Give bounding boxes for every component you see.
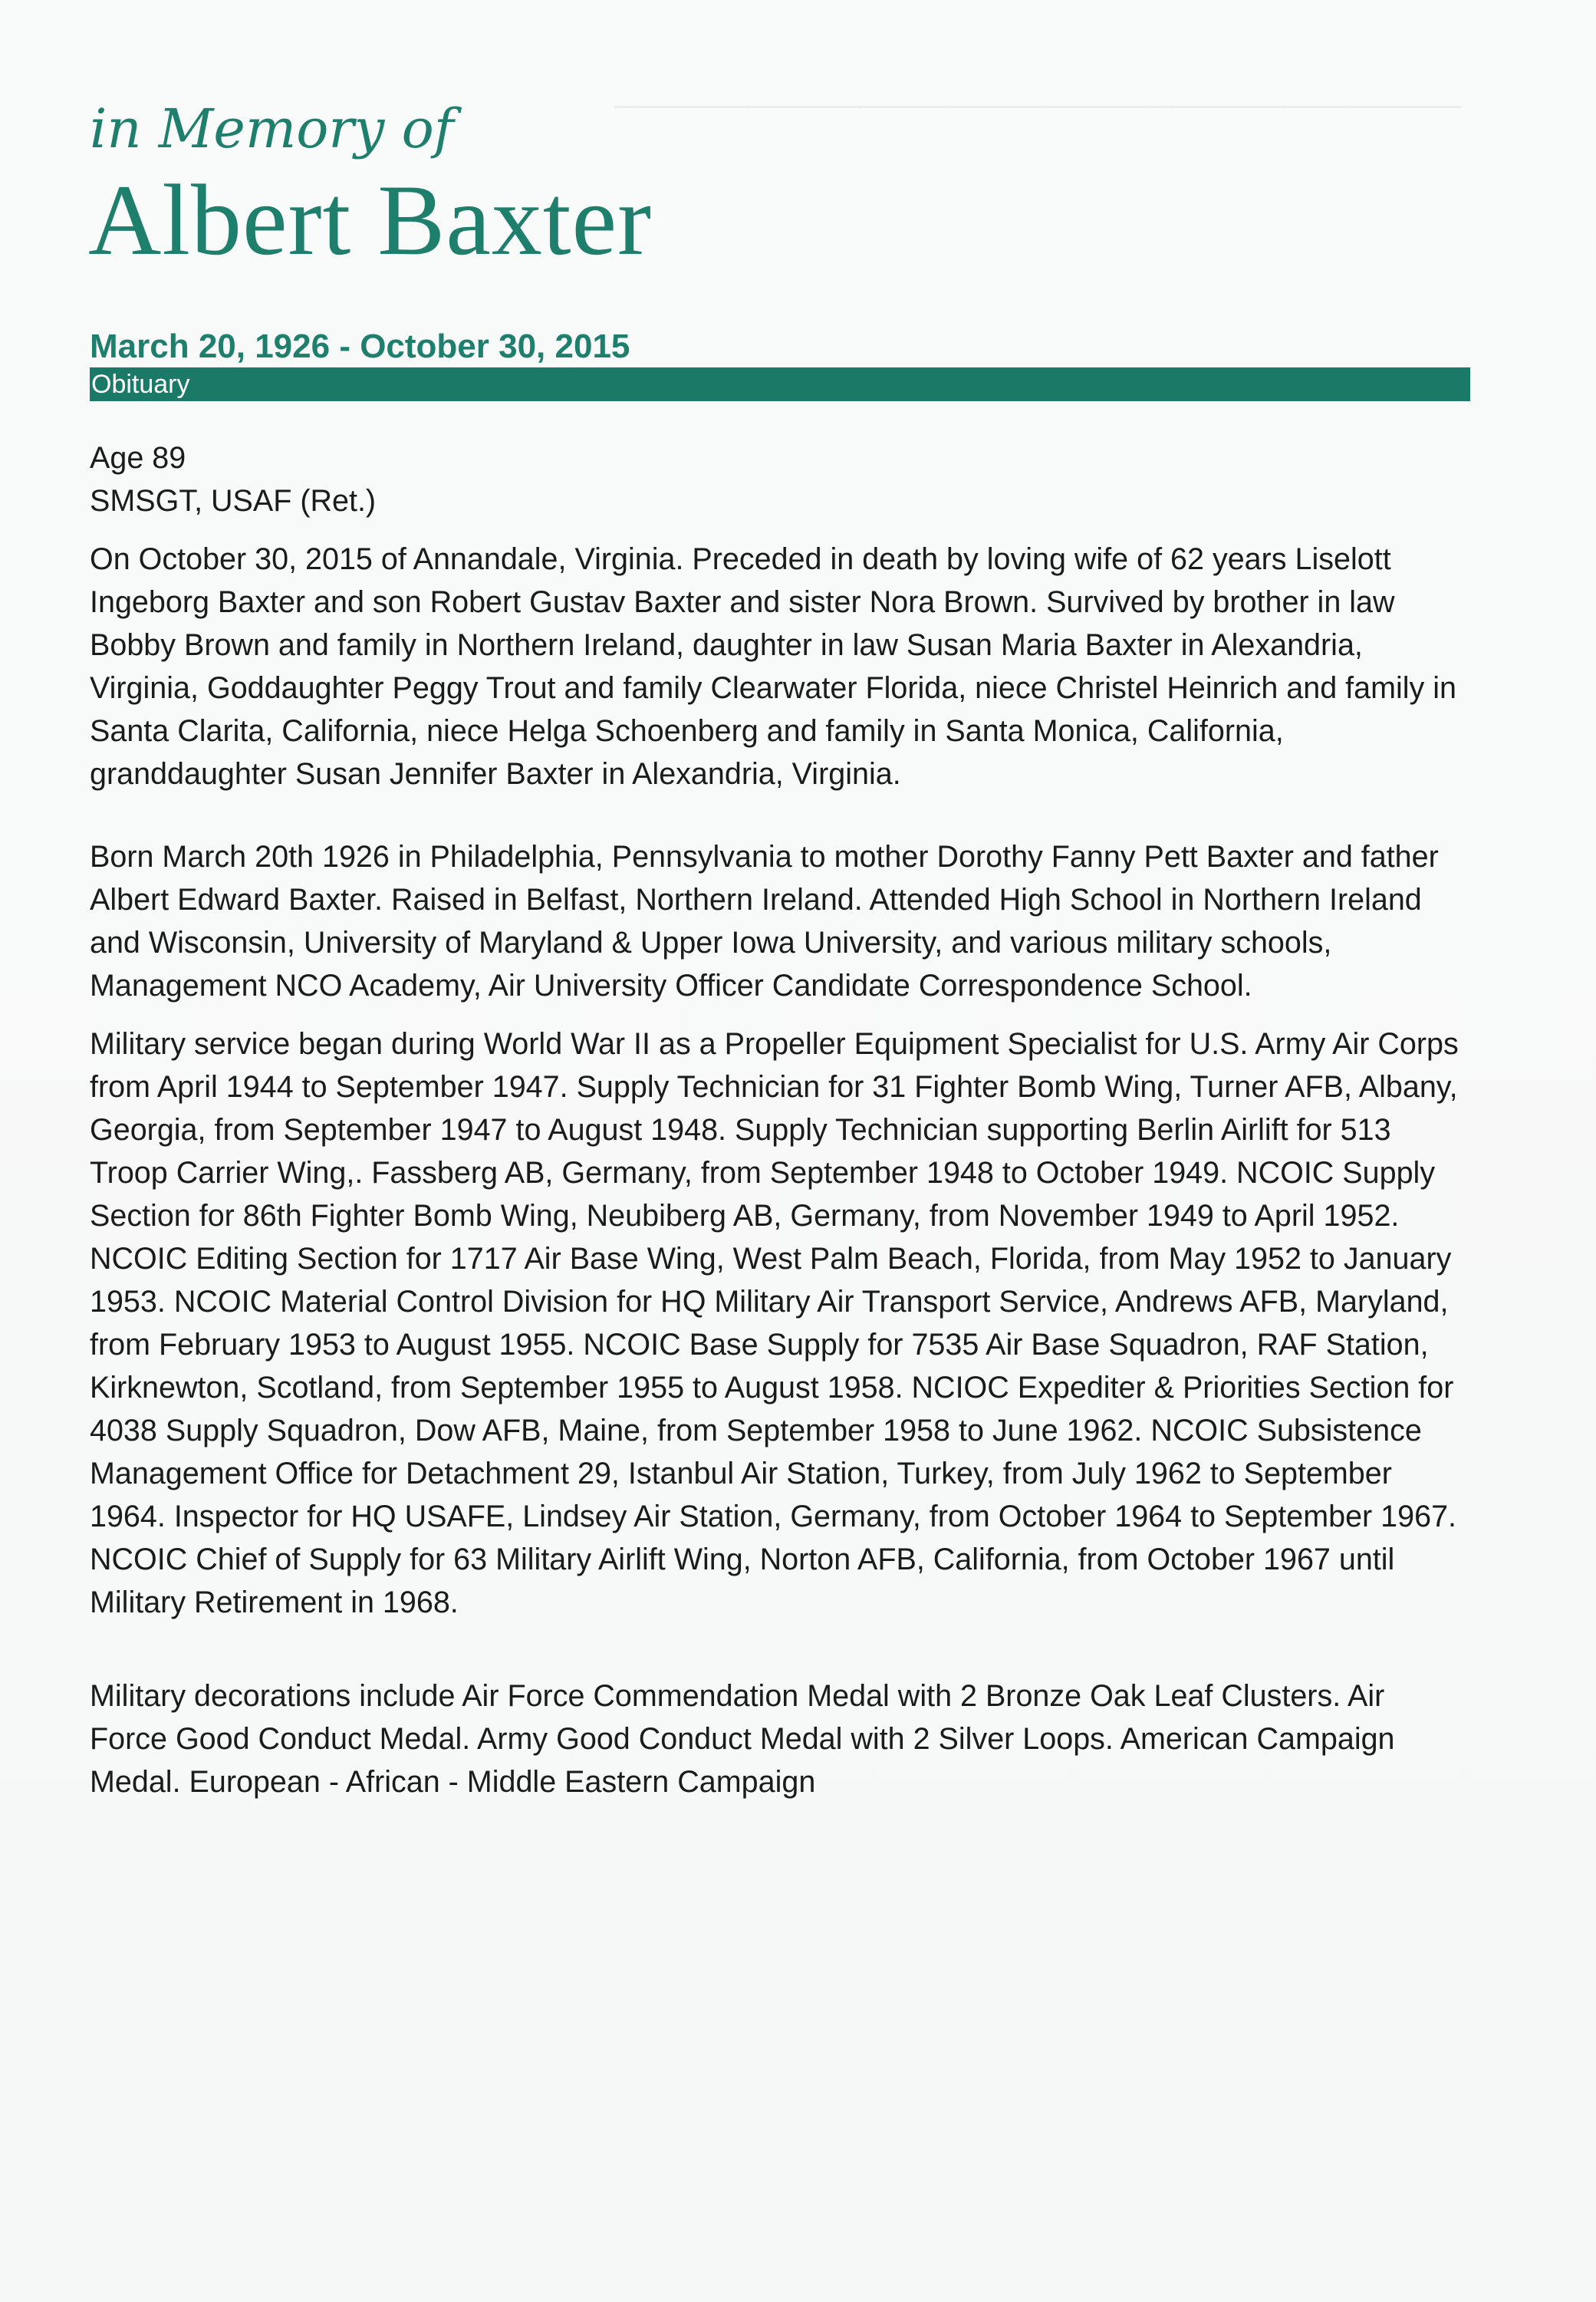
section-label: Obituary <box>91 370 190 399</box>
age-line: Age 89 <box>90 441 186 475</box>
rank-line: SMSGT, USAF (Ret.) <box>90 484 377 518</box>
show-through-bleed: ────────────────────────────────────── <box>614 88 1461 123</box>
life-dates: March 20, 1926 - October 30, 2015 <box>90 328 630 365</box>
deceased-name: Albert Baxter <box>88 163 653 276</box>
paragraph-military-service: Military service began during World War II as a Propeller Equipment Specialist for U.S. Army Air Corps from April 1944 to September 1947. Supply Technician for 31 Fighter Bomb Wing, Turner AFB, Albany, Georgia, from September 1947 to August 1948. Supply Technician supporting Berlin Airlift for 513 Troop Carrier Wing,. Fassberg AB, Germany, from September 1948 to October 1949. NCOIC Supply Section for 86th Fighter Bomb Wing, Neubiberg AB, Germany, from November 1949 to April 1952. NCOIC Editing Section for 1717 Air Base Wing, West Palm Beach, Florida, from May 1952 to January 1953. NCOIC Material Control Division for HQ Military Air Transport Service, Andrews AFB, Maryland, from February 1953 to August 1955. NCOIC Base Supply for 7535 Air Base Squadron, RAF Station, Kirknewton, Scotland, from September 1955 to August 1958. NCIOC Expediter & Priorities Section for 4038 Supply Squadron, Dow AFB, Maine, from September 1958 to June 1962. NCOIC Subsistence Management Office for Detachment 29, Istanbul Air Station, Turkey, from July 1962 to September 1964. Inspector for HQ USAFE, Lindsey Air Station, Germany, from October 1964 to September 1967. NCOIC Chief of Supply for 63 Military Airlift Wing, Norton AFB, California, from October 1967 until Military Retirement in 1968. <box>90 1027 1459 1619</box>
in-memory-heading: in Memory of <box>90 97 454 160</box>
paragraph-family: On October 30, 2015 of Annandale, Virginia. Preceded in death by loving wife of 62 years Liselott Ingeborg Baxter and son Robert Gustav Baxter and sister Nora Brown. Survived by brother in law Bobby Brown and family in Northern Ireland, daughter in law Susan Maria Baxter in Alexandria, Virginia, Goddaughter Peggy Trout and family Clearwater Florida, niece Christel Heinrich and family in Santa Clarita, California, niece Helga Schoenberg and family in Santa Monica, California, granddaughter Susan Jennifer Baxter in Alexandria, Virginia. <box>90 542 1457 791</box>
obituary-section-bar <box>90 367 1470 401</box>
obituary-content <box>90 81 1470 1803</box>
paragraph-decorations: Military decorations include Air Force Commendation Medal with 2 Bronze Oak Leaf Clusters. Air Force Good Conduct Medal. Army Good Conduct Medal with 2 Silver Loops. American Campaign Medal. European - African - Middle Eastern Campaign <box>90 1679 1395 1799</box>
paragraph-early-life: Born March 20th 1926 in Philadelphia, Pennsylvania to mother Dorothy Fanny Pett Baxter and father Albert Edward Baxter. Raised in Belfast, Northern Ireland. Attended High School in Northern Ireland and Wisconsin, University of Maryland & Upper Iowa University, and various military schools, Management NCO Academy, Air University Officer Candidate Correspondence School. <box>90 840 1439 1003</box>
